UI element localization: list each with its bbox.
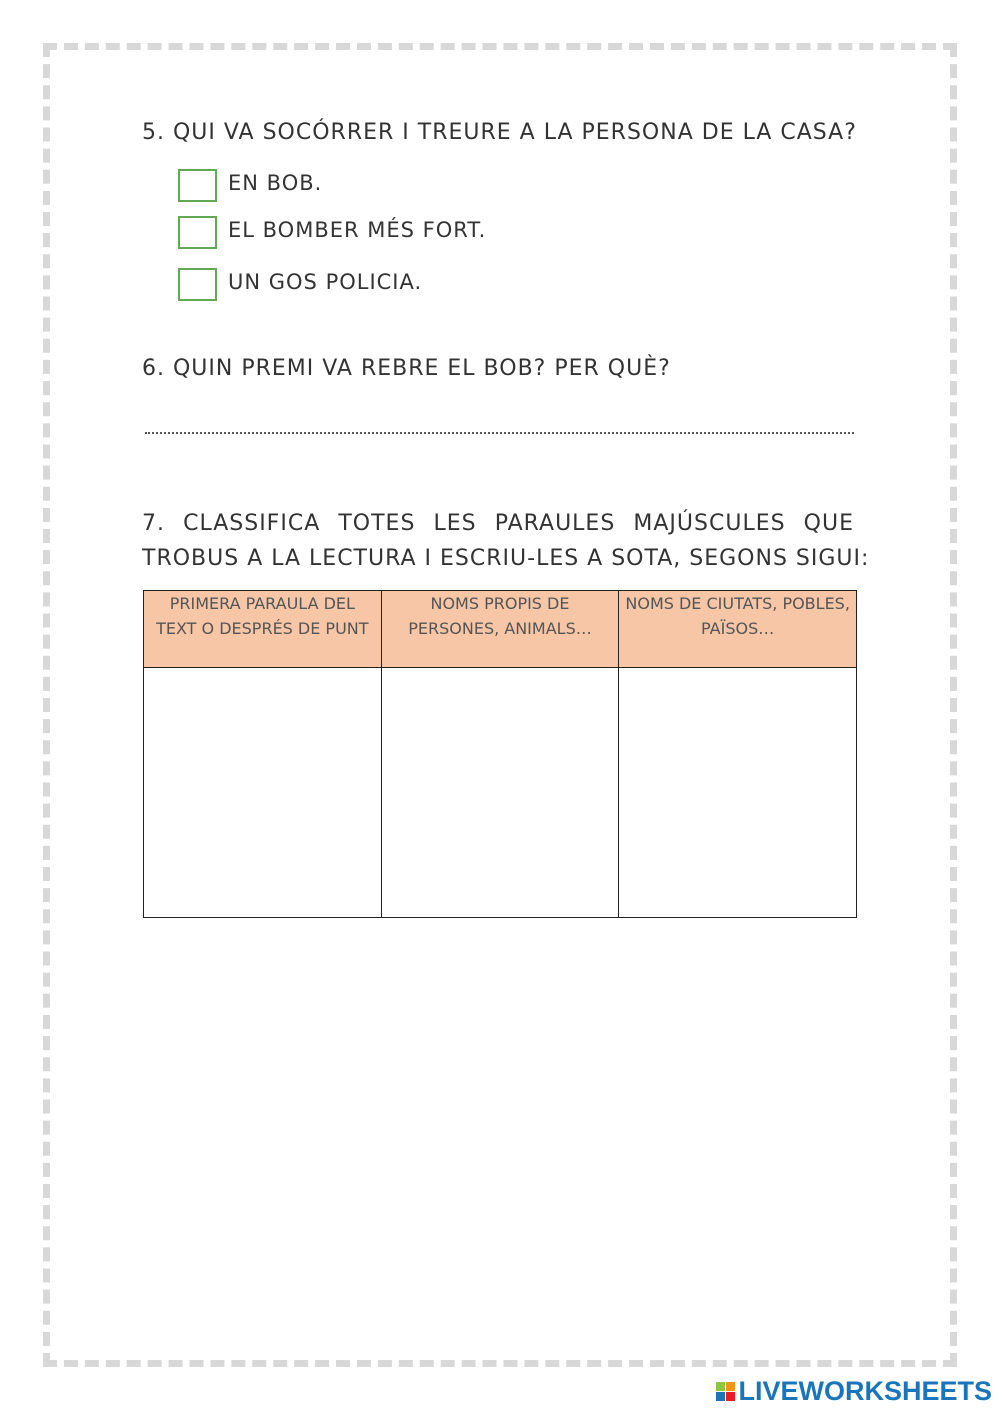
question-7-line-2: TROBUS A LA LECTURA I ESCRIU-LES A SOTA, SEGONS SIGUI: xyxy=(142,546,870,571)
option-1-label: EN BOB. xyxy=(228,171,323,195)
question-6-text: 6. QUIN PREMI VA REBRE EL BOB? PER QUÈ? xyxy=(142,356,671,381)
answer-cell-places[interactable] xyxy=(619,668,857,918)
question-5-text: 5. QUI VA SOCÓRRER I TREURE A LA PERSONA DE LA CASA? xyxy=(142,120,857,145)
logo-square xyxy=(716,1382,725,1391)
logo-square xyxy=(726,1382,735,1391)
logo-square xyxy=(716,1392,725,1401)
question-7-text xyxy=(142,506,870,576)
header-proper-names: NOMS PROPIS DE PERSONES, ANIMALS… xyxy=(381,591,619,668)
answer-cell-proper-names[interactable] xyxy=(381,668,619,918)
header-first-word: PRIMERA PARAULA DEL TEXT O DESPRÉS DE PUNT xyxy=(144,591,382,668)
option-2-checkbox[interactable] xyxy=(178,216,217,249)
table-header-row xyxy=(144,591,857,668)
question-7-word: MAJÚSCULES xyxy=(633,511,786,536)
option-1-checkbox[interactable] xyxy=(178,169,217,202)
answer-cell-first-word[interactable] xyxy=(144,668,382,918)
option-3-label: UN GOS POLICIA. xyxy=(228,270,423,294)
table-answer-row xyxy=(144,668,857,918)
question-7-word: PARAULES xyxy=(494,511,616,536)
question-7-line-1 xyxy=(142,506,854,541)
classification-table xyxy=(143,590,857,918)
option-bomber xyxy=(178,216,486,250)
header-places: NOMS DE CIUTATS, POBLES, PAÏSOS… xyxy=(619,591,857,668)
option-2-label: EL BOMBER MÉS FORT. xyxy=(228,218,487,242)
option-en-bob xyxy=(178,169,322,203)
logo-text: LIVEWORKSHEETS xyxy=(738,1376,992,1406)
logo-square xyxy=(726,1392,735,1401)
question-7-word: LES xyxy=(433,511,477,536)
question-7-word: CLASSIFICA xyxy=(183,511,321,536)
option-3-checkbox[interactable] xyxy=(178,268,217,301)
question-7-word: QUE xyxy=(803,511,854,536)
question-7-word: 7. xyxy=(142,511,165,536)
question-7-word: TOTES xyxy=(338,511,416,536)
liveworksheets-logo xyxy=(716,1376,992,1407)
question-6-answer-field[interactable] xyxy=(145,410,854,434)
option-gos-policia xyxy=(178,268,422,302)
liveworksheets-logo-icon xyxy=(716,1382,735,1401)
